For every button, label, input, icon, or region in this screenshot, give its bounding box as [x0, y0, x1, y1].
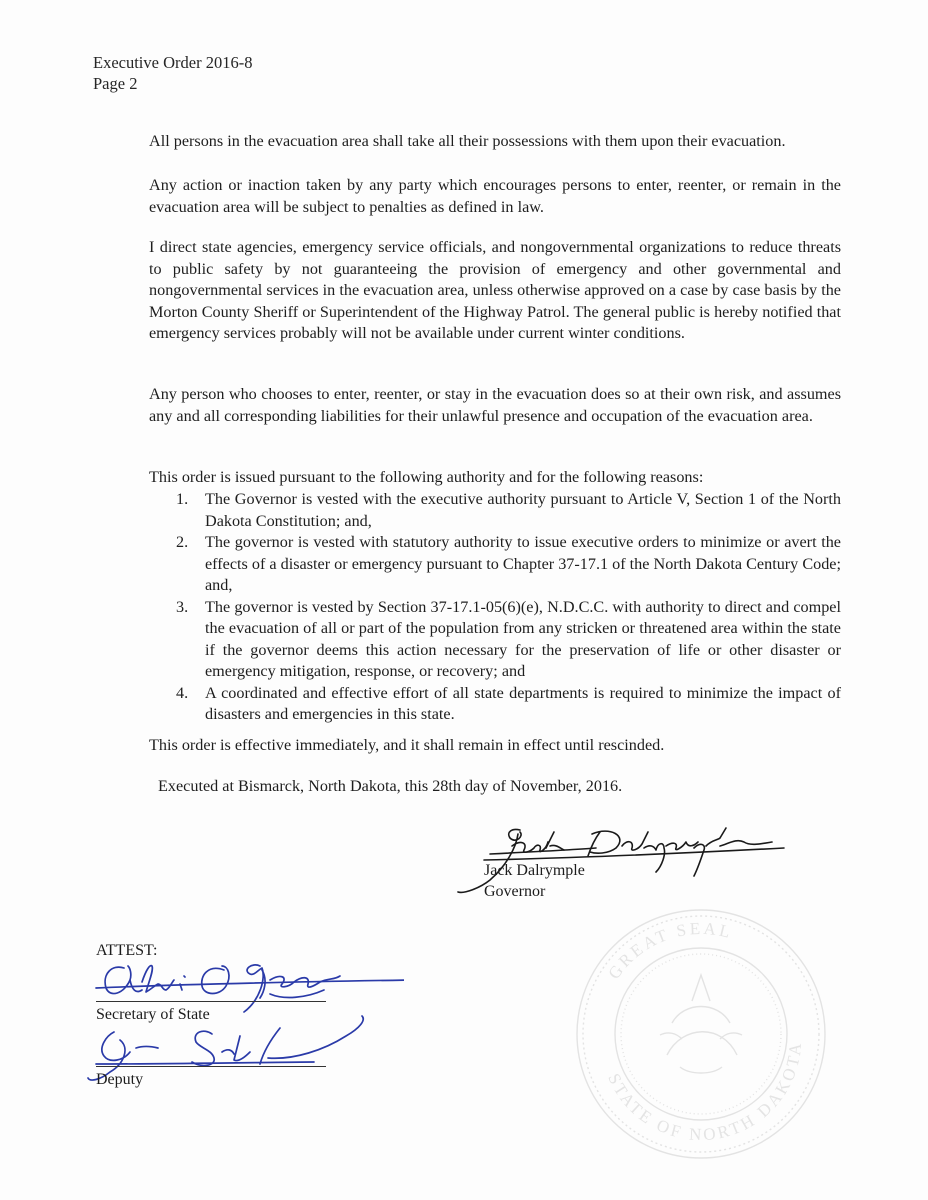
list-item	[149, 683, 841, 726]
list-item-number: 1.	[176, 490, 189, 508]
list-item-number: 4.	[176, 683, 189, 702]
attest-block	[96, 940, 416, 1100]
list-item	[149, 489, 841, 532]
list-item	[149, 532, 841, 597]
deputy-title: Deputy	[96, 1071, 144, 1088]
deputy-signature-line	[96, 1066, 326, 1067]
governor-title: Governor	[484, 883, 546, 900]
paragraph-possessions: All persons in the evacuation area shall take all their possessions with them upon their evacuation.	[149, 132, 786, 150]
paragraph-risk: Any person who chooses to enter, reenter, or stay in the evacuation does so at their own risk, and assumes any and all corresponding liabilities for their unlawful presence and occupation of the evacuation area.	[149, 385, 841, 425]
list-item-text: The governor is vested with statutory authority to issue executive orders to minimize or avert the effects of a disaster or emergency pursuant to Chapter 37-17.1 of the North Dakota Century Code; and,	[205, 533, 841, 594]
list-item-number: 2.	[176, 533, 189, 551]
executed-line: Executed at Bismarck, North Dakota, this 28th day of November, 2016.	[158, 777, 623, 795]
svg-text:STATE OF NORTH DAKOTA: STATE OF NORTH DAKOTA	[604, 1039, 806, 1145]
page-number: Page 2	[93, 74, 138, 93]
paragraph-penalties: Any action or inaction taken by any party which encourages persons to enter, reenter, or remain in the evacuation area will be subject to penalties as defined in law.	[149, 176, 841, 216]
governor-name: Jack Dalrymple	[484, 862, 585, 879]
svg-text:GREAT SEAL: GREAT SEAL	[604, 918, 736, 983]
list-item	[149, 597, 841, 683]
list-item-text: The Governor is vested with the executive authority pursuant to Article V, Section 1 of the North Dakota Constitution; and,	[205, 490, 841, 530]
paragraph-effective: This order is effective immediately, and it shall remain in effect until rescinded.	[149, 736, 665, 754]
order-number: Executive Order 2016-8	[93, 53, 253, 72]
secretary-of-state-title: Secretary of State	[96, 1006, 210, 1023]
attest-label: ATTEST:	[96, 942, 158, 959]
governor-signature-block	[450, 818, 790, 908]
document-header	[93, 52, 252, 94]
list-item-text: A coordinated and effective effort of all state departments is required to minimize the impact of disasters and emergencies in this state.	[205, 683, 841, 723]
list-item-number: 3.	[176, 597, 189, 616]
paragraph-services: I direct state agencies, emergency service officials, and nongovernmental organizations to reduce threats to public safety by not guaranteeing the provision of emergency and other governmental and nongovernmental services in the evacuation area, unless otherwise approved on a case by case basis by the Morton County Sheriff or Superintendent of the Highway Patrol. The general public is hereby notified that emergency services probably will not be available under current winter conditions.	[149, 238, 841, 342]
state-seal-icon	[572, 905, 830, 1163]
list-item-text: The governor is vested by Section 37-17.1-05(6)(e), N.D.C.C. with authority to direct and compel the evacuation of all or part of the population from any stricken or threatened area within the state if the governor deems this action necessary for the preservation of life or other disaster or emergency mitigation, response, or recovery; and	[205, 597, 841, 680]
secretary-signature-line	[96, 1001, 326, 1002]
authority-list	[149, 489, 841, 726]
paragraph-authority-intro: This order is issued pursuant to the following authority and for the following reasons:	[149, 468, 704, 486]
